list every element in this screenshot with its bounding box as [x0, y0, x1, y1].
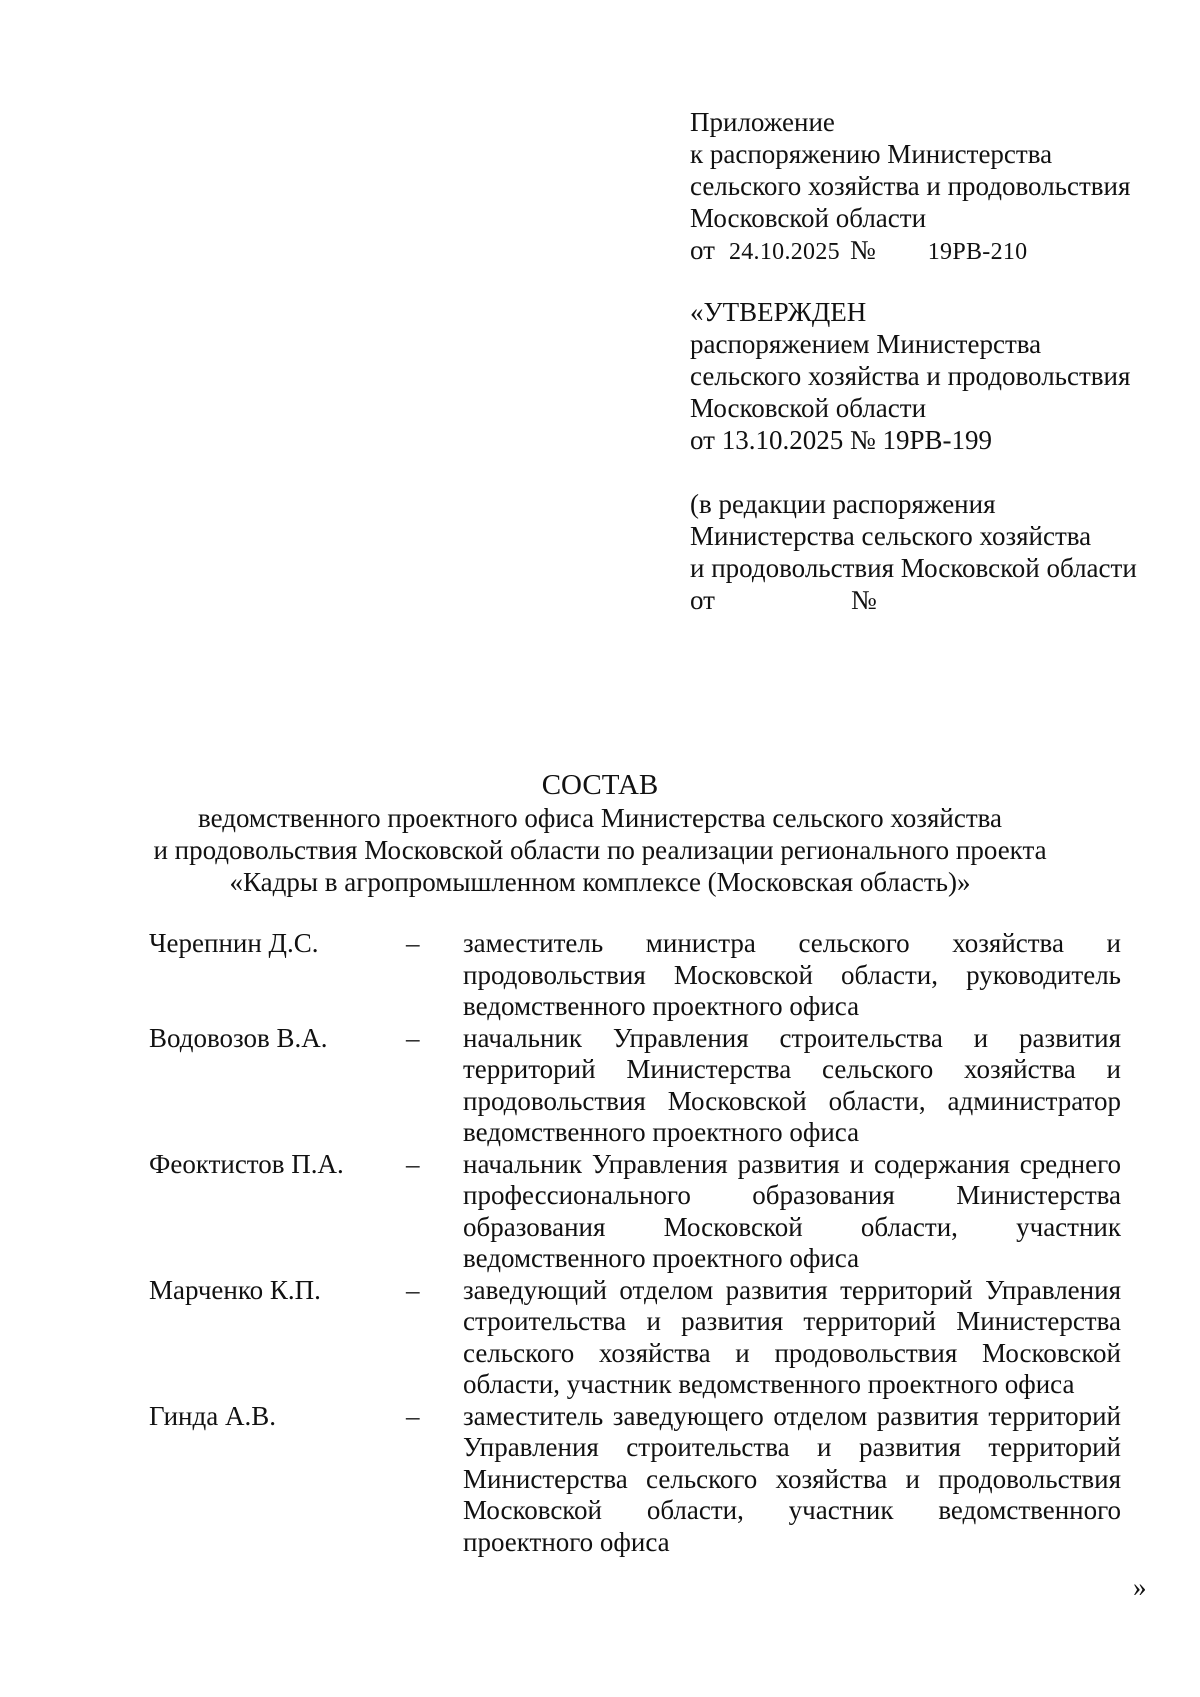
title-line: и продовольствия Московской области по реализации регионального проекта: [153, 835, 1047, 865]
appendix-line: к распоряжению Министерства: [690, 139, 1053, 169]
closing-quote-mark: »: [1133, 1572, 1147, 1602]
edition-note: [690, 488, 1137, 616]
appendix-date-prefix: от: [690, 235, 715, 265]
appendix-number-sign: №: [849, 235, 876, 265]
edition-line: Министерства сельского хозяйства: [690, 521, 1092, 551]
title-line: ведомственного проектного офиса Министерства сельского хозяйства: [197, 803, 1002, 833]
title-line: «Кадры в агропромышленном комплексе (Московская область)»: [229, 867, 971, 897]
appendix-line: сельского хозяйства и продовольствия: [690, 171, 1131, 201]
appendix-date-line: [690, 234, 1130, 268]
member-row: [0, 1401, 1200, 1559]
member-name: Гинда А.В.: [149, 1400, 276, 1431]
edition-date-line: [690, 584, 1137, 616]
member-role: заместитель заведующего отделом развития территорий Управления строительства и развития территорий Министерства сельского хозяйства и продовольствия Московской области, участник ведомственного проектного офиса: [463, 1400, 1121, 1557]
member-name: Водовозов В.А.: [149, 1022, 328, 1053]
member-role: начальник Управления развития и содержания среднего профессионального образования Министерства образования Московской области, участник ведомственного проектного офиса: [463, 1148, 1121, 1273]
appendix-line: Московской области: [690, 203, 927, 233]
member-dash: –: [406, 1274, 420, 1305]
member-row: [0, 1149, 1200, 1275]
member-role: заведующий отделом развития территорий Управления строительства и развития территорий Министерства сельского хозяйства и продовольствия Московской области, участник ведомственного проектного офиса: [463, 1274, 1121, 1399]
edition-line: и продовольствия Московской области: [690, 553, 1137, 583]
member-role: заместитель министра сельского хозяйства и продовольствия Московской области, руководитель ведомственного проектного офиса: [463, 928, 1121, 1021]
approved-line: от 13.10.2025 № 19РВ-199: [690, 425, 992, 455]
document-title: [0, 768, 1200, 898]
member-name: Черепнин Д.С.: [149, 928, 319, 958]
approved-line: «УТВЕРЖДЕН: [690, 297, 867, 327]
approved-line: распоряжением Министерства: [690, 329, 1042, 359]
member-row: [0, 928, 1200, 1023]
title-heading: СОСТАВ: [541, 769, 659, 801]
approved-stamp: [690, 296, 1130, 456]
appendix-header: [690, 106, 1130, 268]
approved-line: Московской области: [690, 393, 927, 423]
member-name: Феоктистов П.А.: [149, 1148, 344, 1179]
approved-line: сельского хозяйства и продовольствия: [690, 361, 1131, 391]
edition-number-sign: №: [850, 585, 877, 615]
appendix-date-value: 24.10.2025: [728, 239, 840, 265]
member-role: начальник Управления строительства и развития территорий Министерства сельского хозяйства и продовольствия Московской области, администратор ведомственного проектного офиса: [463, 1022, 1121, 1147]
member-name: Марченко К.П.: [149, 1274, 321, 1305]
member-row: [0, 1023, 1200, 1149]
edition-line: (в редакции распоряжения: [690, 489, 996, 519]
appendix-number-value: 19РВ-210: [927, 239, 1028, 265]
member-dash: –: [406, 1400, 420, 1431]
member-dash: –: [406, 1148, 420, 1179]
edition-date-prefix: от: [690, 585, 715, 615]
appendix-line: Приложение: [690, 107, 835, 137]
member-row: [0, 1275, 1200, 1401]
members-list: [0, 928, 1200, 1558]
member-dash: –: [406, 928, 420, 958]
member-dash: –: [406, 1022, 420, 1053]
